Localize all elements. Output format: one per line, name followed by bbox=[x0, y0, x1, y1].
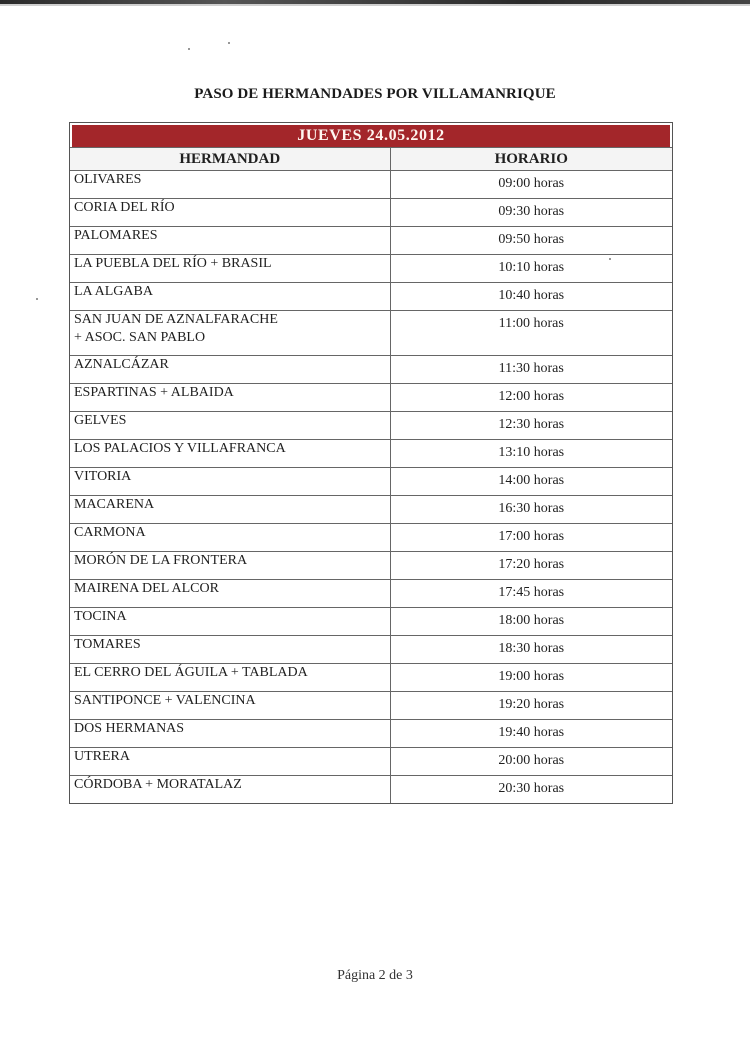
table-row bbox=[70, 496, 672, 524]
column-header-horario: HORARIO bbox=[390, 148, 672, 171]
hermandad-cell bbox=[70, 227, 390, 255]
horario-cell: 17:45 horas bbox=[390, 580, 672, 608]
table-row bbox=[70, 664, 672, 692]
table-row bbox=[70, 227, 672, 255]
hermandad-name-line: AZNALCÁZAR bbox=[74, 357, 169, 372]
horario-cell: 11:00 horas bbox=[390, 311, 672, 356]
horario-cell: 12:00 horas bbox=[390, 384, 672, 412]
table-row bbox=[70, 748, 672, 776]
hermandad-cell bbox=[70, 608, 390, 636]
horario-cell: 11:30 horas bbox=[390, 356, 672, 384]
hermandad-name-line: LA ALGABA bbox=[74, 284, 153, 299]
horario-cell: 19:20 horas bbox=[390, 692, 672, 720]
table-row bbox=[70, 580, 672, 608]
table-row bbox=[70, 608, 672, 636]
hermandad-cell bbox=[70, 580, 390, 608]
hermandad-cell bbox=[70, 199, 390, 227]
hermandad-name-line: LA PUEBLA DEL RÍO + BRASIL bbox=[74, 256, 272, 271]
table-row bbox=[70, 311, 672, 356]
scan-top-shadow bbox=[0, 4, 750, 6]
hermandad-name-line: GELVES bbox=[74, 413, 127, 428]
table-row bbox=[70, 199, 672, 227]
hermandad-name-line: CORIA DEL RÍO bbox=[74, 200, 175, 215]
hermandad-cell bbox=[70, 748, 390, 776]
hermandad-cell bbox=[70, 496, 390, 524]
date-banner: JUEVES 24.05.2012 bbox=[72, 125, 670, 147]
hermandad-name-line: MACARENA bbox=[74, 497, 155, 512]
table-row bbox=[70, 720, 672, 748]
horario-cell: 14:00 horas bbox=[390, 468, 672, 496]
horario-cell: 10:10 horas bbox=[390, 255, 672, 283]
table-row bbox=[70, 384, 672, 412]
horario-cell: 18:30 horas bbox=[390, 636, 672, 664]
table-row bbox=[70, 255, 672, 283]
hermandad-cell bbox=[70, 468, 390, 496]
header-row bbox=[70, 148, 672, 171]
horario-cell: 17:00 horas bbox=[390, 524, 672, 552]
schedule-table bbox=[69, 122, 673, 804]
hermandad-name-line: LOS PALACIOS Y VILLAFRANCA bbox=[74, 441, 286, 456]
hermandad-cell bbox=[70, 412, 390, 440]
scan-speck bbox=[36, 298, 38, 300]
horario-cell: 17:20 horas bbox=[390, 552, 672, 580]
hermandad-name-line: CÓRDOBA + MORATALAZ bbox=[74, 777, 242, 792]
horario-cell: 20:00 horas bbox=[390, 748, 672, 776]
hermandad-cell bbox=[70, 283, 390, 311]
horario-cell: 16:30 horas bbox=[390, 496, 672, 524]
scan-speck bbox=[228, 42, 230, 44]
hermandad-cell bbox=[70, 636, 390, 664]
horario-cell: 13:10 horas bbox=[390, 440, 672, 468]
table-row bbox=[70, 468, 672, 496]
horario-cell: 20:30 horas bbox=[390, 776, 672, 804]
hermandad-name-line: EL CERRO DEL ÁGUILA + TABLADA bbox=[74, 665, 308, 680]
table-row bbox=[70, 283, 672, 311]
hermandad-name-line: MORÓN DE LA FRONTERA bbox=[74, 553, 248, 568]
column-header-hermandad: HERMANDAD bbox=[70, 148, 390, 171]
scan-speck bbox=[188, 48, 190, 50]
hermandad-cell bbox=[70, 776, 390, 804]
hermandad-cell bbox=[70, 664, 390, 692]
horario-cell: 09:50 horas bbox=[390, 227, 672, 255]
hermandad-name-line: TOMARES bbox=[74, 637, 141, 652]
hermandad-name-line: DOS HERMANAS bbox=[74, 721, 185, 736]
hermandad-cell bbox=[70, 384, 390, 412]
horario-cell: 09:00 horas bbox=[390, 171, 672, 199]
table-row bbox=[70, 356, 672, 384]
page-number: Página 2 de 3 bbox=[337, 968, 413, 983]
table-row bbox=[70, 412, 672, 440]
horario-cell: 19:40 horas bbox=[390, 720, 672, 748]
hermandad-name-line: OLIVARES bbox=[74, 172, 142, 187]
table-row bbox=[70, 692, 672, 720]
horario-cell: 18:00 horas bbox=[390, 608, 672, 636]
schedule-grid bbox=[70, 147, 672, 803]
hermandad-cell bbox=[70, 440, 390, 468]
hermandad-cell bbox=[70, 356, 390, 384]
hermandad-cell bbox=[70, 524, 390, 552]
horario-cell: 09:30 horas bbox=[390, 199, 672, 227]
hermandad-name-line: VITORIA bbox=[74, 469, 132, 484]
hermandad-name-line: SAN JUAN DE AZNALFARACHE bbox=[74, 312, 278, 327]
hermandad-cell bbox=[70, 311, 390, 356]
hermandad-name-line: ESPARTINAS + ALBAIDA bbox=[74, 385, 234, 400]
table-row bbox=[70, 552, 672, 580]
table-row bbox=[70, 776, 672, 804]
table-row bbox=[70, 524, 672, 552]
hermandad-name-line: PALOMARES bbox=[74, 228, 158, 243]
table-row bbox=[70, 440, 672, 468]
horario-cell: 10:40 horas bbox=[390, 283, 672, 311]
hermandad-name-line: SANTIPONCE + VALENCINA bbox=[74, 693, 256, 708]
horario-cell: 19:00 horas bbox=[390, 664, 672, 692]
horario-cell: 12:30 horas bbox=[390, 412, 672, 440]
hermandad-cell bbox=[70, 171, 390, 199]
hermandad-name-line: UTRERA bbox=[74, 749, 130, 764]
hermandad-cell bbox=[70, 255, 390, 283]
hermandad-cell bbox=[70, 692, 390, 720]
hermandad-name-line: + ASOC. SAN PABLO bbox=[74, 330, 206, 345]
hermandad-name-line: MAIRENA DEL ALCOR bbox=[74, 581, 219, 596]
hermandad-cell bbox=[70, 552, 390, 580]
hermandad-name-line: CARMONA bbox=[74, 525, 146, 540]
hermandad-cell bbox=[70, 720, 390, 748]
hermandad-name-line: TOCINA bbox=[74, 609, 127, 624]
table-row bbox=[70, 636, 672, 664]
document-title: PASO DE HERMANDADES POR VILLAMANRIQUE bbox=[194, 86, 556, 102]
schedule-rows bbox=[70, 171, 672, 804]
table-row bbox=[70, 171, 672, 199]
